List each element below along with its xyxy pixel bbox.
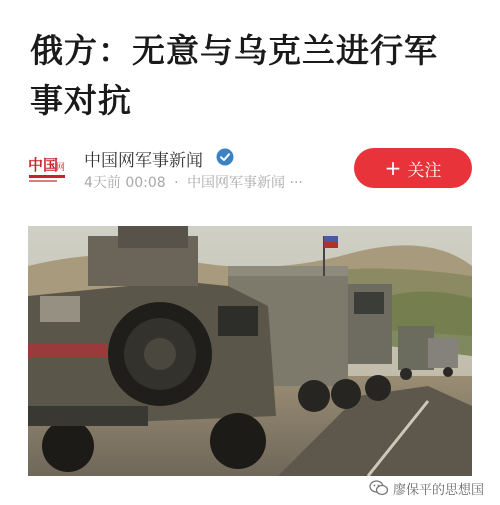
follow-label: 关注	[407, 160, 442, 181]
source-name[interactable]: 中国网军事新闻	[84, 151, 203, 171]
watermark-text: 廖保平的思想国	[392, 482, 484, 498]
source-row	[26, 142, 476, 192]
military-convoy-photo	[28, 226, 472, 476]
post-meta	[84, 172, 307, 192]
follow-button[interactable]	[354, 148, 472, 188]
post-time: 4天前 00:08	[84, 175, 166, 191]
verified-icon	[216, 148, 234, 166]
article-photo[interactable]	[28, 226, 472, 476]
wechat-icon	[369, 480, 389, 496]
meta-separator: ·	[174, 175, 179, 191]
plus-icon: +	[384, 156, 402, 180]
wechat-watermark	[369, 477, 484, 499]
svg-text:网: 网	[56, 163, 66, 173]
svg-text:中国: 中国	[28, 156, 59, 174]
article-headline: 俄方：无意与乌克兰进行军事对抗	[30, 31, 438, 120]
china-net-logo[interactable]	[26, 148, 70, 188]
post-channel: 中国网军事新闻 ···	[187, 175, 303, 191]
